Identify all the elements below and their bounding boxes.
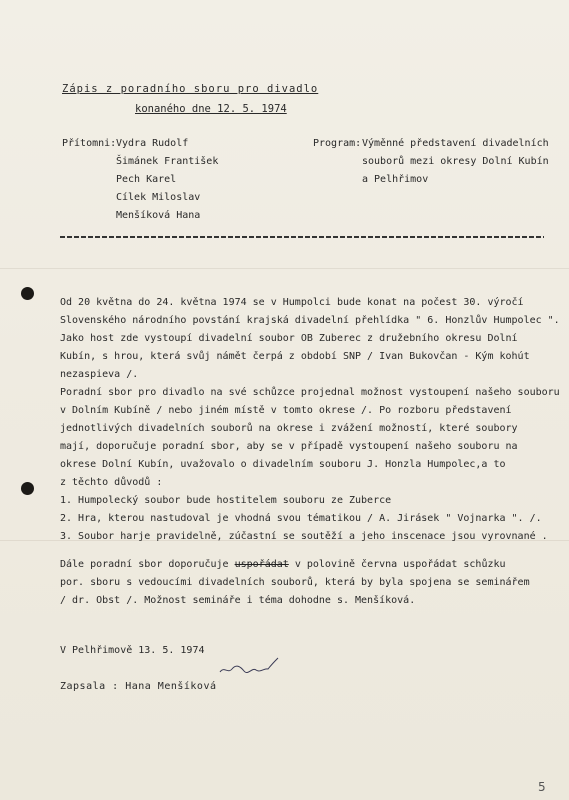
struck-word: uspořádat (234, 559, 289, 570)
program-label: Program: (313, 138, 362, 149)
attendee: Šimánek František (116, 156, 219, 167)
attendee: Vydra Rudolf (116, 138, 189, 149)
document-subtitle: konaného dne 12. 5. 1974 (135, 103, 287, 115)
program-line: souborů mezi okresy Dolní Kubín (362, 156, 549, 167)
document-title: Zápis z poradního sboru pro divadlo (62, 83, 319, 95)
attendee: Cílek Miloslav (116, 192, 201, 203)
closing-line: Dále poradní sbor doporučuje uspořádat v polovině června uspořádat schůzku (60, 559, 506, 570)
recorded-by: Zapsala : Hana Menšíková (60, 681, 217, 692)
attendees-label: Přítomni: (62, 138, 117, 149)
attendee: Pech Karel (116, 174, 177, 185)
page-number: 5 (538, 780, 546, 794)
body-line: Slovenského národního povstání krajská divadelní přehlídka " 6. Honzlův Humpolec ". (60, 315, 560, 326)
closing-line: / dr. Obst /. Možnost semináře i téma dohodne s. Menšíková. (60, 595, 416, 606)
program-line: a Pelhřimov (362, 174, 429, 185)
punch-hole (21, 482, 34, 495)
body-line: Poradní sbor pro divadlo na své schůzce projednal možnost vystoupení našeho souboru (60, 387, 560, 398)
body-line: nezaspieva /. (60, 369, 139, 380)
separator-line (60, 236, 544, 238)
handwritten-signature (218, 656, 280, 680)
body-line: 2. Hra, kterou nastudoval je vhodná svou tématikou / A. Jirásek " Vojnarka ". /. (60, 513, 542, 524)
closing-line: por. sboru s vedoucími divadelních souborů, která by byla spojena se seminářem (60, 577, 530, 588)
paper-fold (0, 268, 569, 269)
body-line: 3. Soubor harje pravidelně, zúčastní se soutěží a jeho inscenace jsou vyrovnané . (60, 531, 548, 542)
punch-hole (21, 287, 34, 300)
body-line: v Dolním Kubíně / nebo jiném místě v tomto okrese /. Po rozboru představení (60, 405, 512, 416)
body-line: mají, doporučuje poradní sbor, aby se v případě vystoupení našeho souboru na (60, 441, 518, 452)
body-line: Od 20 května do 24. května 1974 se v Humpolci bude konat na počest 30. výročí (60, 297, 524, 308)
place-date: V Pelhřimově 13. 5. 1974 (60, 645, 205, 656)
program-line: Výměnné představení divadelních (362, 138, 549, 149)
body-line: okrese Dolní Kubín, uvažovalo o divadelním souboru J. Honzla Humpolec,a to (60, 459, 506, 470)
body-line: z těchto důvodů : (60, 477, 163, 488)
body-line: 1. Humpolecký soubor bude hostitelem souboru ze Zuberce (60, 495, 392, 506)
body-line: Kubín, s hrou, která svůj námět čerpá z období SNP / Ivan Bukovčan - Kým kohút (60, 351, 530, 362)
body-line: Jako host zde vystoupí divadelní soubor OB Zuberec z družebního okresu Dolní (60, 333, 518, 344)
body-line: jednotlivých divadelních souborů na okrese i zvážení možností, které soubory (60, 423, 518, 434)
attendee: Menšíková Hana (116, 210, 201, 221)
